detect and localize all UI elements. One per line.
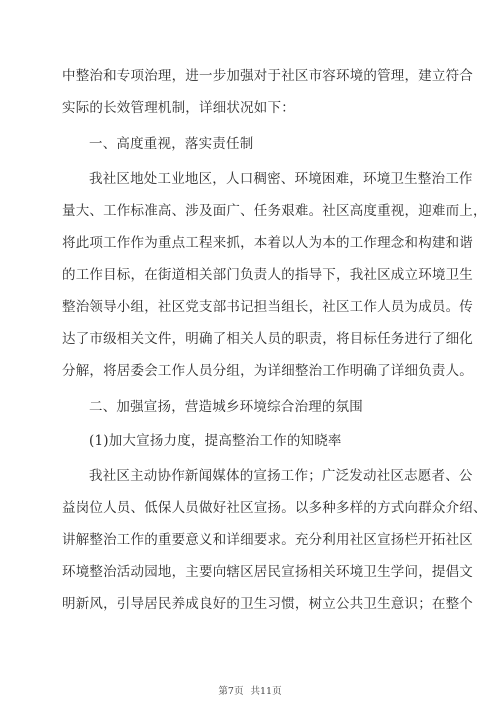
body-line: 中整治和专项治理，进一步加强对于社区市容环境的管理，建立符合 bbox=[62, 68, 473, 84]
page-number: 第7页 bbox=[218, 686, 244, 697]
section-heading: 二、加强宣扬，营造城乡环境综合治理的氛围 bbox=[89, 399, 363, 415]
body-line: 将此项工作作为重点工程来抓，本着以人为本的工作理念和构建和谐 bbox=[62, 235, 473, 251]
body-line: 达了市级相关文件，明确了相关人员的职责，将目标任务进行了细化 bbox=[62, 331, 473, 347]
body-line: 明新风，引导居民养成良好的卫生习惯，树立公共卫生意识；在整个 bbox=[62, 596, 473, 612]
body-line: 我社区地处工业地区，人口稠密、环境困难，环境卫生整治工作 bbox=[89, 171, 473, 187]
body-line: 环境整治活动园地，主要向辖区居民宣扬相关环境卫生学问，提倡文 bbox=[62, 564, 473, 580]
body-line: 益岗位人员、低保人员做好社区宣扬。以多种多样的方式向群众介绍、 bbox=[62, 500, 487, 516]
body-line: 量大、工作标准高、涉及面广、任务艰难。社区高度重视，迎难而上， bbox=[62, 203, 487, 219]
body-line: 实际的长效管理机制，详细状况如下： bbox=[62, 100, 295, 116]
body-line: 的工作目标，在街道相关部门负责人的指导下，我社区成立环境卫生 bbox=[62, 267, 473, 283]
body-line: 讲解整治工作的重要意义和详细要求。充分利用社区宣扬栏开拓社区 bbox=[62, 532, 473, 548]
page-total: 共11页 bbox=[250, 686, 282, 697]
subsection-heading: (1)加大宣扬力度，提高整治工作的知晓率 bbox=[89, 433, 342, 449]
body-line: 我社区主动协作新闻媒体的宣扬工作；广泛发动社区志愿者、公 bbox=[89, 468, 473, 484]
section-heading: 一、高度重视，落实责任制 bbox=[89, 136, 254, 152]
body-line: 整治领导小组，社区党支部书记担当组长，社区工作人员为成员。传 bbox=[62, 299, 473, 315]
page-footer bbox=[0, 683, 500, 697]
body-line: 分解，将居委会工作人员分组，为详细整治工作明确了详细负责人。 bbox=[62, 363, 473, 379]
